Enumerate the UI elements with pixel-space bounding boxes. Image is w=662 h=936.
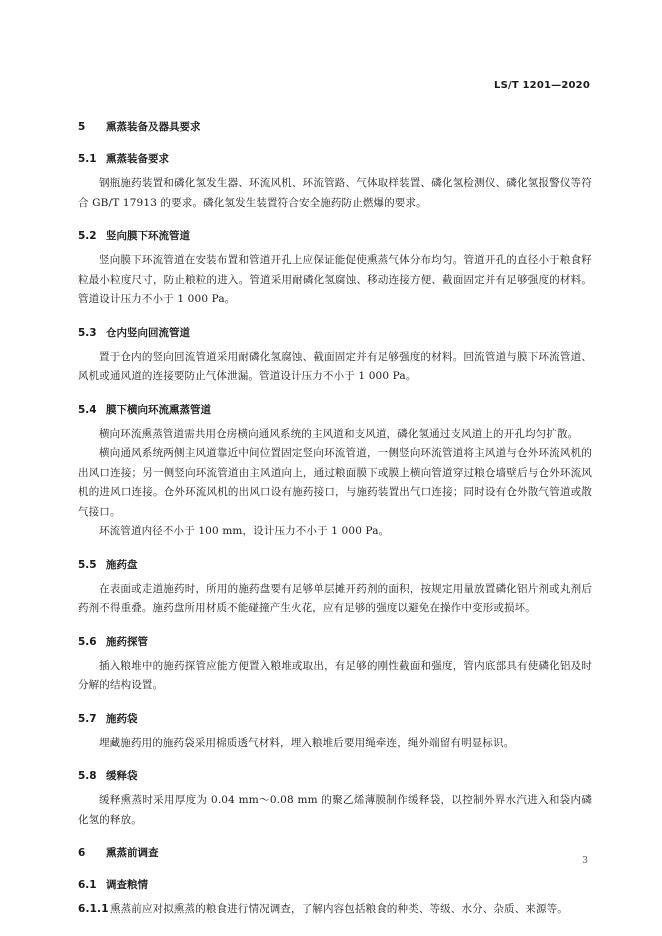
section-title: 熏蒸前调查 xyxy=(106,847,159,859)
document-body xyxy=(78,118,592,920)
item-number: 6.1.1 xyxy=(78,903,109,915)
item-text: 熏蒸前应对拟熏蒸的粮食进行情况调查，了解内容包括粮食的种类、等级、水分、杂质、来源等。 xyxy=(110,903,568,915)
section-number: 6 xyxy=(78,847,86,859)
subsection-number: 5.1 xyxy=(78,153,97,165)
subsection-number: 5.2 xyxy=(78,230,97,242)
subsection-title: 施药探管 xyxy=(106,635,148,648)
page-number: 3 xyxy=(582,856,588,866)
standard-code: LS/T 1201—2020 xyxy=(494,80,590,91)
paragraph: 竖向膜下环流管道在安装布置和管道开孔上应保证能促使熏蒸气体分布均匀。管道开孔的直径小于粮食籽粒最小粒度尺寸，防止粮粒的进入。管道采用耐磷化氢腐蚀、移动连接方便、截面固定并有足够强度的材料。管道设计压力不小于 1 000 Pa。 xyxy=(78,254,592,305)
subsection-heading xyxy=(78,150,592,168)
paragraph: 横向通风系统两侧主风道靠近中间位置固定竖向环流管道，一侧竖向环流管道将主风道与仓外环流风机的出风口连接；另一侧竖向环流管道由主风道向上，通过粮面膜下或膜上横向管道穿过粮仓墙壁后与仓外环流风机的进风口连接。仓外环流风机的出风口设有施药接口，与施药装置出气口连接；同时设有仓外散气管道或散气接口。 xyxy=(78,447,592,518)
subsection-heading xyxy=(78,227,592,245)
section-number: 5 xyxy=(78,121,86,133)
subsection-heading xyxy=(78,556,592,574)
subsection-number: 5.5 xyxy=(78,558,97,571)
subsection-title: 调查粮情 xyxy=(106,879,148,891)
paragraph: 横向环流熏蒸管道需共用仓房横向通风系统的主风道和支风道，磷化氢通过支风道上的开孔均匀扩散。 xyxy=(99,427,579,440)
subsection-number: 6.1 xyxy=(78,879,97,891)
subsection-title: 膜下横向环流熏蒸管道 xyxy=(106,403,211,416)
subsection-heading xyxy=(78,876,592,894)
subsection-title: 仓内竖向回流管道 xyxy=(106,326,190,339)
subsection-number: 5.8 xyxy=(78,770,97,782)
section-title: 熏蒸装备及器具要求 xyxy=(106,121,201,133)
paragraph: 在表面或走道施药时，所用的施药盘要有足够单层摊开药剂的面积，按规定用量放置磷化铝片剂或丸剂后药剂不得重叠。施药盘所用材质不能碰撞产生火花，应有足够的强度以避免在操作中变形或损坏。 xyxy=(78,582,592,614)
subsection-heading xyxy=(78,633,592,651)
subsection-number: 5.3 xyxy=(78,326,97,339)
paragraph: 钢瓶施药装置和磷化氢发生器、环流风机、环流管路、气体取样装置、磷化氢检测仪、磷化氢报警仪等符合 GB/T 17913 的要求。磷化氢发生装置符合安全施药防止燃爆的要求。 xyxy=(78,177,592,209)
subsection-number: 5.7 xyxy=(78,712,97,725)
subsection-title: 缓释袋 xyxy=(106,770,138,782)
paragraph: 环流管道内径不小于 100 mm，设计压力不小于 1 000 Pa。 xyxy=(99,525,390,537)
subsection-title: 施药袋 xyxy=(106,712,138,725)
subsection-heading xyxy=(78,767,592,785)
subsection-heading xyxy=(78,710,592,728)
paragraph: 插入粮堆中的施药探管应能方便置入粮堆或取出，有足够的刚性截面和强度，管内底部具有使磷化铝及时分解的结构设置。 xyxy=(78,659,592,691)
section-heading xyxy=(78,844,592,862)
subsection-heading xyxy=(78,401,592,419)
paragraph: 置于仓内的竖向回流管道采用耐磷化氢腐蚀、截面固定并有足够强度的材料。回流管道与膜下环流管道、风机或通风道的连接要防止气体泄漏。管道设计压力不小于 1 000 Pa。 xyxy=(78,350,592,382)
subsection-number: 5.4 xyxy=(78,403,97,416)
paragraph: 缓释熏蒸时采用厚度为 0.04 mm～0.08 mm 的聚乙烯薄膜制作缓释袋，以控制外界水汽进入和袋内磷化氢的释放。 xyxy=(78,794,592,826)
numbered-item xyxy=(78,900,592,920)
subsection-title: 竖向膜下环流管道 xyxy=(106,230,190,242)
subsection-title: 施药盘 xyxy=(106,558,138,571)
subsection-title: 熏蒸装备要求 xyxy=(106,153,169,165)
section-heading xyxy=(78,118,592,136)
subsection-heading xyxy=(78,324,592,342)
subsection-number: 5.6 xyxy=(78,635,97,648)
paragraph: 埋藏施药用的施药袋采用棉质透气材料，埋入粮堆后要用绳牵连，绳外端留有明显标识。 xyxy=(99,736,515,749)
